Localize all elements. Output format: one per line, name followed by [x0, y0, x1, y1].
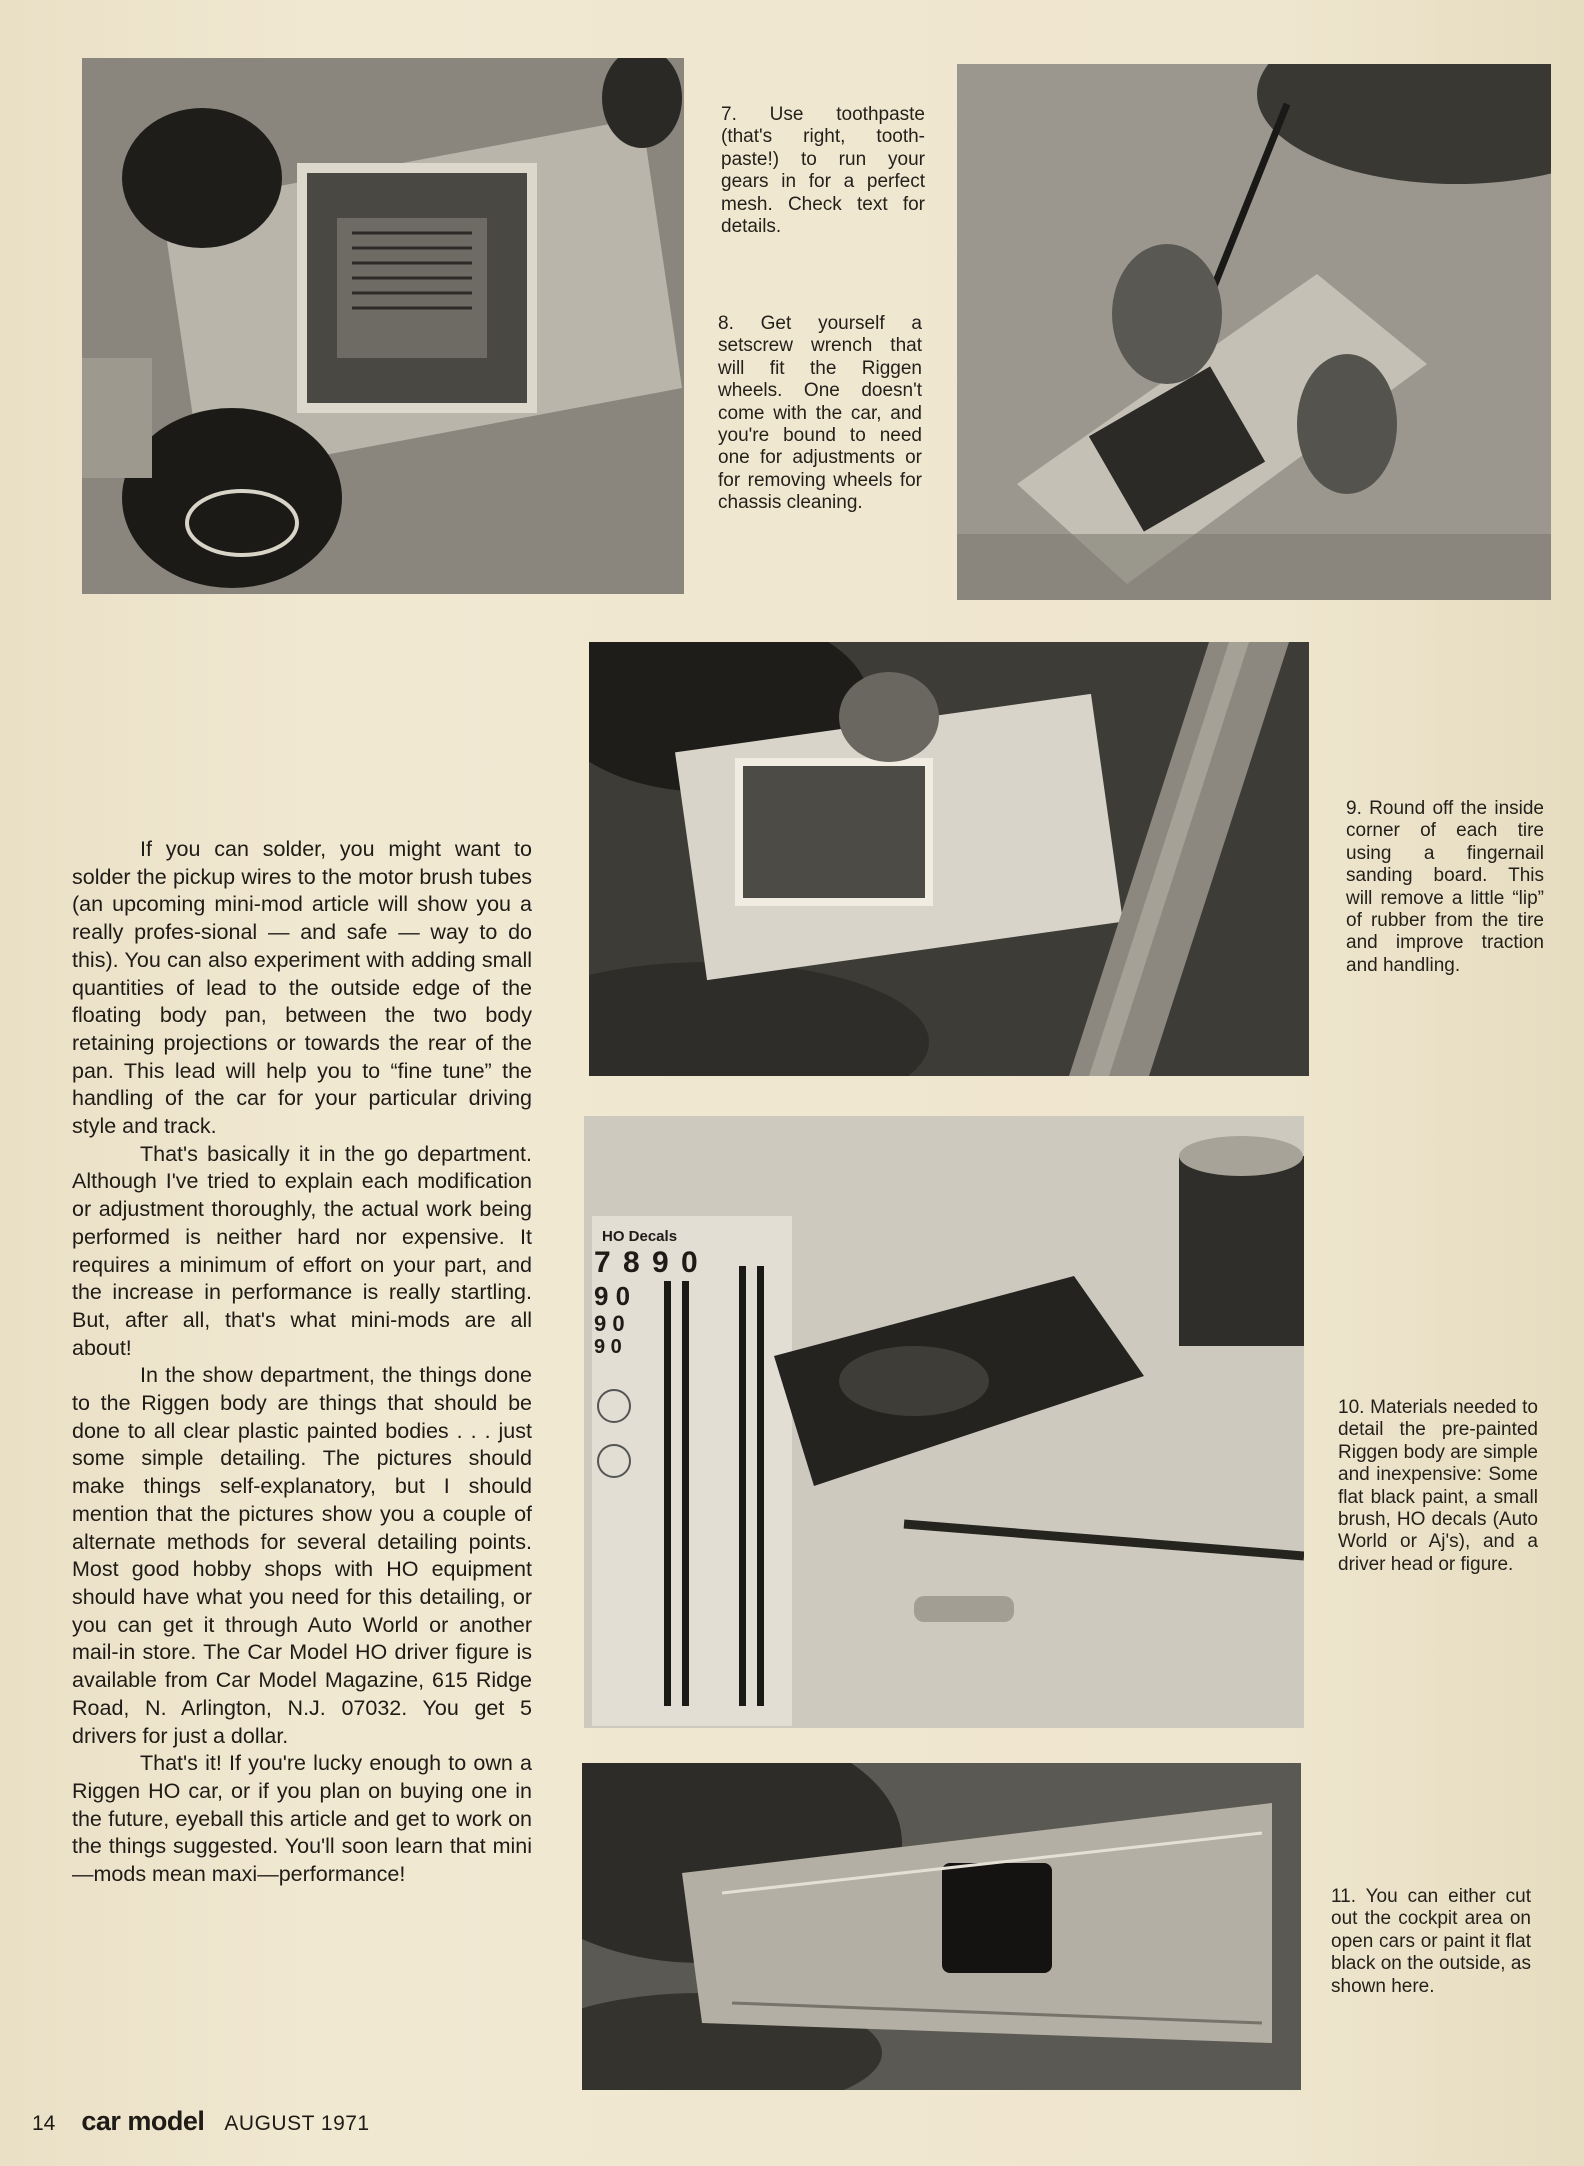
decal-number-row: 7 8 9 0	[594, 1246, 700, 1279]
photo-cockpit-body	[582, 1763, 1301, 2090]
magazine-name: car model	[81, 2106, 205, 2136]
caption-11: 11. You can either cut out the cockpit area on open cars or paint it flat black on the outside, as shown here.	[1331, 1886, 1531, 1997]
decal-sheet-label: HO Decals	[602, 1228, 678, 1245]
cockpit-body-illustration	[582, 1763, 1301, 2090]
decal-number: 9 0	[594, 1311, 625, 1336]
detailing-materials-illustration	[584, 1116, 1304, 1728]
article-paragraph: That's basically it in the go department. Although I've tried to explain each modification or adjustment thoroughly, the actual work being performed is neither hard nor expensive. It requires a minimum of effort on your part, and the increase in performance is really startling. But, after all, that's what mini-mods are all about!	[72, 1141, 532, 1360]
article-paragraph: That's it! If you're lucky enough to own a Riggen HO car, or if you plan on buying one in the future, eyeball this article and get to work on the things suggested. You'll soon learn that mini—mods mean maxi—performance!	[72, 1751, 532, 1887]
photo-chassis-motor	[82, 58, 684, 594]
setscrew-wrench-illustration	[957, 64, 1551, 600]
caption-7: 7. Use toothpaste (that's right, tooth-paste!) to run your gears in for a perfect mesh. Check text for details.	[721, 104, 925, 238]
issue-date: AUGUST 1971	[224, 2112, 370, 2135]
sanding-board-illustration	[589, 642, 1309, 1076]
page-footer	[32, 2106, 370, 2142]
photo-sanding-board	[589, 642, 1309, 1076]
chassis-motor-illustration	[82, 58, 684, 594]
photo-detailing-materials	[584, 1116, 1304, 1728]
caption-10: 10. Materials needed to detail the pre-painted Riggen body are simple and inexpensive: Some flat black paint, a small brush, HO decals (Auto World or Aj's), and a driver head or figure.	[1338, 1397, 1538, 1575]
page-number: 14	[32, 2112, 56, 2135]
article-body	[72, 836, 532, 1889]
caption-8: 8. Get yourself a setscrew wrench that will fit the Riggen wheels. One doesn't come with the car, and you're bound to need one for adjustments or for removing wheels for chassis cleaning.	[718, 313, 922, 514]
article-paragraph: If you can solder, you might want to solder the pickup wires to the motor brush tubes (an upcoming mini-mod article will show you a really profes-sional — and safe — way to do this). You can also experiment with adding small quantities of lead to the outside edge of the floating body pan, between the two body retaining projections or towards the rear of the pan. This lead will help you to “fine tune” the handling of the car for your particular driving style and track.	[72, 837, 532, 1139]
decal-number: 9 0	[594, 1336, 622, 1358]
article-paragraph: In the show department, the things done to the Riggen body are things that should be done to all clear plastic painted bodies . . . just some simple detailing. The pictures should make things self-explanatory, but I should mention that the pictures show you a couple of alternate methods for several detailing points. Most good hobby shops with HO equipment should have what you need for this detailing, or you can get it through Auto World or another mail-in store. The Car Model HO driver figure is available from Car Model Magazine, 615 Ridge Road, N. Arlington, N.J. 07032. You get 5 drivers for just a dollar.	[72, 1363, 532, 1748]
decal-number: 9 0	[594, 1281, 631, 1311]
photo-setscrew-wrench	[957, 64, 1551, 600]
caption-9: 9. Round off the inside corner of each tire using a fingernail sanding board. This will remove a little “lip” of rubber from the tire and improve traction and handling.	[1346, 798, 1544, 976]
